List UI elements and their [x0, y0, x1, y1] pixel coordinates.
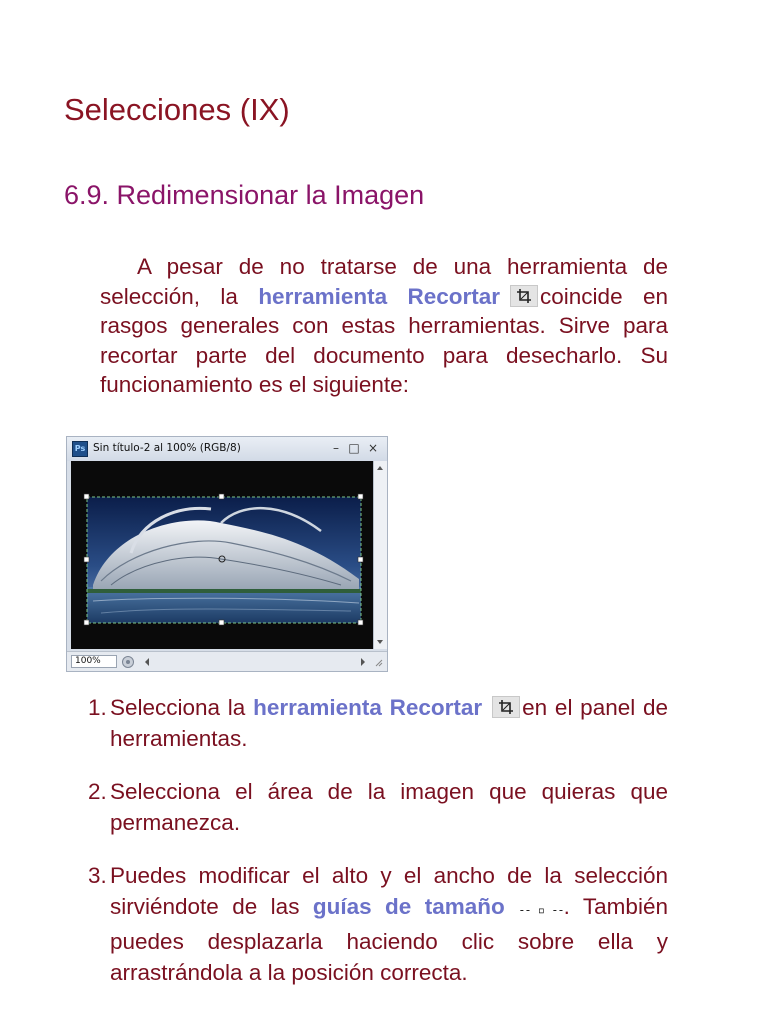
intro-paragraph [100, 252, 668, 400]
step-number: 2. [88, 779, 107, 804]
info-icon[interactable] [121, 655, 135, 669]
step-number: 1. [88, 695, 107, 720]
architecture-photo [71, 461, 373, 649]
close-button[interactable]: × [367, 441, 379, 455]
step-text-after: . También puedes desplazarla haciendo clic sobre ella y arrastrándola a la posición correcta. [110, 894, 668, 985]
minimize-button[interactable]: – [333, 441, 339, 455]
document-window [66, 436, 388, 672]
step-highlight: herramienta Recortar [253, 695, 483, 720]
photoshop-logo-icon: Ps [72, 441, 88, 457]
step-text-after: en el panel de herramientas. [110, 695, 669, 751]
crop-icon [510, 285, 538, 307]
crop-icon [492, 696, 520, 718]
list-item [88, 776, 668, 838]
status-bar [67, 651, 387, 671]
image-canvas[interactable] [71, 461, 373, 649]
step-highlight: guías de tamaño [312, 894, 505, 919]
window-title: Sin título-2 al 100% (RGB/8) [93, 442, 241, 454]
window-titlebar[interactable] [67, 437, 387, 461]
scroll-right-icon[interactable] [359, 657, 367, 667]
step-number: 3. [88, 863, 107, 888]
list-item [88, 860, 668, 988]
steps-list [88, 692, 668, 988]
scroll-left-icon[interactable] [143, 657, 151, 667]
intro-text-after: coincide en rasgos generales con estas herramientas. Sirve para recortar parte del documento para desecharlo. Su funcionamiento es el siguiente: [100, 283, 668, 397]
zoom-field[interactable]: 100% [71, 655, 117, 668]
step-text: Selecciona el área de la imagen que quieras que permanezca. [110, 779, 668, 835]
intro-text-before: A pesar de no tratarse de una herramienta de selección, la [100, 254, 668, 309]
intro-highlight: herramienta Recortar [258, 283, 501, 309]
page-title: Selecciones (IX) [64, 92, 290, 127]
vertical-scrollbar[interactable] [373, 461, 387, 649]
size-guide-icon: --▫-- [518, 903, 564, 917]
step-text-before: Puedes modificar el alto y el ancho de la selección sirviéndote de las [110, 863, 668, 919]
resize-grip-icon[interactable] [373, 657, 383, 667]
step-text-before: Selecciona la [110, 695, 246, 720]
section-subtitle: 6.9. Redimensionar la Imagen [64, 180, 425, 210]
list-item [88, 692, 668, 754]
maximize-button[interactable]: □ [348, 441, 360, 455]
